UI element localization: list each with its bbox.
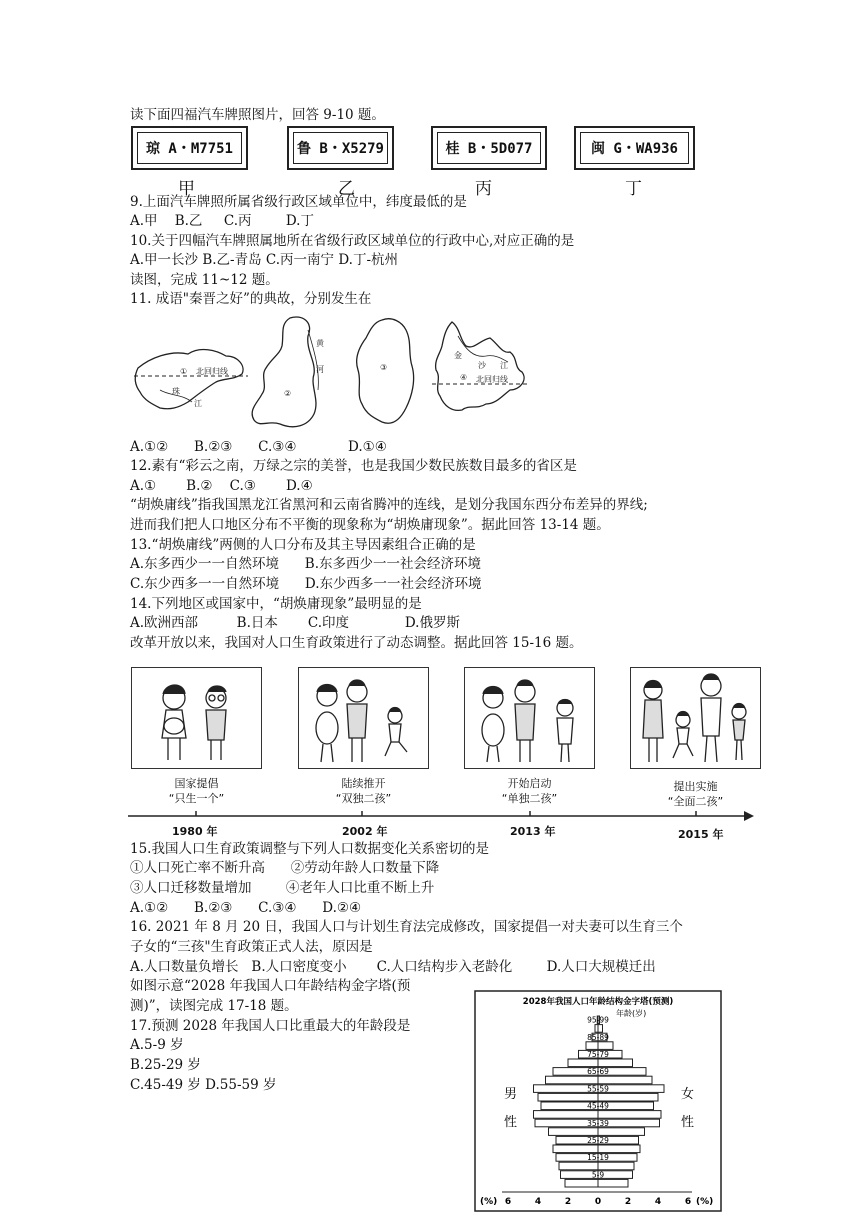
age-label-25-29: 25-29 (587, 1136, 609, 1145)
intro-map: 读图，完成 11~12 题。 (130, 272, 279, 288)
question-13-ab: A.东多西少一一自然环境 B.东多西少一一社会经济环境 (130, 556, 481, 572)
plate-bing (431, 126, 547, 170)
hu-intro-1: “胡焕庸线”指我国黑龙江省黑河和云南省腾冲的连线，是划分我国东西分布差异的界线; (130, 497, 648, 513)
policy-intro: 改革开放以来，我国对人口生育政策进行了动态调整。据此回答 15-16 题。 (130, 635, 583, 651)
province-maps (130, 310, 540, 436)
plate-text: 鲁 B・X5279 (293, 132, 388, 164)
question-16-options: A.人口数量负增长 B.人口密度变小 C.人口结构步入老龄化 D.人口大规模迁出 (130, 959, 656, 975)
intro-plates: 读下面四福汽车牌照图片，回答 9-10 题。 (130, 107, 385, 123)
map-outline (252, 317, 316, 427)
age-label-45-49: 45-49 (587, 1101, 609, 1111)
timeline-axis (128, 808, 758, 824)
river-label: 江 (500, 361, 508, 370)
female-bar-80-84 (598, 1042, 613, 1050)
question-17-cd: C.45-49 岁 D.55-59 岁 (130, 1077, 277, 1093)
axis-tick: 0 (594, 1197, 602, 1207)
axis-tick: 4 (534, 1197, 542, 1207)
male-bar-60-64 (546, 1076, 599, 1084)
pyramid-intro-2: 测)”，读图完成 17-18 题。 (130, 998, 298, 1014)
plate-text: 桂 B・5D077 (437, 132, 541, 164)
question-11: 11. 成语"秦晋之好”的典故，分别发生在 (130, 291, 372, 307)
age-label-85-89: 85-89 (587, 1032, 609, 1042)
plate-label: 丙 (475, 179, 492, 199)
hu-intro-2: 进而我们把人口地区分布不平衡的现象称为“胡焕庸现象”。据此回答 13-14 题。 (130, 517, 610, 533)
river-label: 金 (454, 351, 462, 360)
circle-4: ④ (460, 373, 468, 382)
male-label-1: 男 (504, 1087, 518, 1102)
female-bar-90-94 (598, 1025, 603, 1033)
male-label-2: 性 (504, 1115, 518, 1130)
question-11-options: A.①② B.②③ C.③④ D.①④ (130, 439, 387, 455)
question-12-options: A.① B.② C.③ D.④ (130, 478, 313, 494)
pyramid-intro-1: 如图示意“2028 年我国人口年龄结构金字塔(预 (130, 978, 411, 994)
question-16-a: 16. 2021 年 8 月 20 日，我国人口与计划生育法完成修改，国家提倡一对夫妻可以生育三个 (130, 919, 683, 935)
river-label: 黄 (316, 339, 324, 348)
year-label: 2002 年 (342, 825, 388, 838)
policy-panel-1980 (131, 667, 262, 769)
plate-yi (287, 126, 394, 170)
policy-caption-2: “只生一个” (168, 792, 225, 805)
year-label: 2015 年 (678, 828, 724, 841)
policy-panel-2015 (630, 667, 761, 769)
question-15-options: A.①② B.②③ C.③④ D.②④ (130, 900, 362, 916)
tropic-label: 北回归线 (196, 367, 228, 376)
river-label: 河 (316, 365, 324, 374)
female-bar-50-54 (598, 1093, 658, 1101)
question-15-options-34: ③人口迁移数量增加 ④老年人口比重不断上升 (130, 880, 435, 896)
pyramid-age-unit: 年龄(岁) (616, 1009, 647, 1018)
pyramid-title: 2028年我国人口年龄结构金字塔(预测) (522, 997, 674, 1007)
family-illustration (631, 668, 759, 767)
axis-tick: 6 (684, 1197, 692, 1207)
plate-label: 乙 (338, 179, 355, 199)
age-label-95-99: 95-99 (587, 1015, 609, 1025)
policy-panel-2013 (464, 667, 595, 769)
female-label-1: 女 (681, 1087, 695, 1102)
plate-text: 琼 A・M7751 (137, 132, 242, 164)
population-pyramid (474, 990, 722, 1212)
axis-unit-right: (%) (696, 1197, 714, 1207)
family-illustration (299, 668, 427, 767)
age-label-75-79: 75-79 (587, 1050, 609, 1059)
question-14: 14.下列地区或国家中，“胡焕庸现象”最明显的是 (130, 596, 422, 612)
question-13-cd: C.东少西多一一自然环境 D.东少西多一一社会经济环境 (130, 576, 482, 592)
question-9-options: A.甲 B.乙 C.丙 D.丁 (130, 213, 314, 229)
policy-caption-1: 陆续推开 (341, 777, 386, 790)
question-15-options-12: ①人口死亡率不断升高 ②劳动年龄人口数量下降 (130, 860, 440, 876)
male-bar-20-24 (553, 1145, 598, 1153)
plate-ding (574, 126, 695, 170)
year-label: 2013 年 (510, 825, 556, 838)
policy-caption (464, 776, 595, 806)
year-label: 1980 年 (172, 825, 218, 838)
plate-label: 丁 (625, 179, 642, 199)
family-illustration (132, 668, 260, 767)
age-label-35-39: 35-39 (587, 1118, 609, 1128)
river-label: 江 (194, 399, 202, 408)
age-label-55-59: 55-59 (587, 1084, 609, 1094)
axis-tick: 2 (564, 1197, 572, 1207)
question-10-options: A.甲一长沙 B.乙-青岛 C.丙一南宁 D.丁-杭州 (130, 252, 399, 268)
male-bar-50-54 (538, 1093, 598, 1101)
question-17-b: B.25-29 岁 (130, 1057, 201, 1073)
policy-caption-1: 国家提倡 (174, 777, 219, 790)
policy-caption-2: “双独二孩” (335, 792, 392, 805)
river-label: 珠 (172, 387, 180, 396)
axis-tick: 4 (654, 1197, 662, 1207)
female-bar-0-4 (598, 1179, 628, 1187)
age-label-5-9: 5-9 (591, 1170, 605, 1180)
axis-tick: 6 (504, 1197, 512, 1207)
question-9: 9.上面汽车牌照所属省级行政区域单位中，纬度最低的是 (130, 194, 467, 210)
age-label-65-69: 65-69 (587, 1067, 609, 1077)
female-bar-60-64 (598, 1076, 652, 1084)
policy-caption (298, 776, 429, 806)
male-bar-80-84 (586, 1042, 598, 1050)
female-bar-30-34 (598, 1128, 645, 1136)
circle-2: ② (284, 389, 292, 398)
question-14-options: A.欧洲西部 B.日本 C.印度 D.俄罗斯 (130, 615, 460, 631)
female-label-2: 性 (681, 1115, 695, 1130)
question-13: 13.“胡焕庸线”两侧的人口分布及其主导因素组合正确的是 (130, 537, 476, 553)
question-15: 15.我国人口生育政策调整与下列人口数据变化关系密切的是 (130, 841, 489, 857)
policy-panel-2002 (298, 667, 429, 769)
male-bar-10-14 (559, 1162, 598, 1170)
policy-caption-2: “单独二孩” (501, 792, 558, 805)
circle-1: ① (180, 367, 188, 376)
female-bar-40-44 (598, 1111, 661, 1119)
female-bar-70-74 (598, 1059, 633, 1067)
policy-caption-1: 提出实施 (673, 780, 718, 793)
question-12: 12.素有“彩云之南，万绿之宗的美誉，也是我国少数民族数目最多的省区是 (130, 458, 577, 474)
plate-text: 闽 G・WA936 (580, 132, 689, 164)
male-bar-30-34 (549, 1128, 599, 1136)
plate-label: 甲 (178, 179, 195, 199)
policy-caption (131, 776, 262, 806)
question-10: 10.关于四幅汽车牌照属地所在省级行政区域单位的行政中心,对应正确的是 (130, 233, 575, 249)
policy-caption (630, 779, 761, 809)
question-17-a: A.5-9 岁 (130, 1037, 184, 1053)
circle-3: ③ (380, 363, 388, 372)
family-illustration (465, 668, 593, 767)
question-17: 17.预测 2028 年我国人口比重最大的年龄段是 (130, 1018, 411, 1034)
male-bar-40-44 (534, 1111, 599, 1119)
question-16-b: 子女的“三孩"生育政策正式人法，原因是 (130, 939, 373, 955)
tropic-label: 北回归线 (476, 375, 508, 384)
plate-jia (131, 126, 248, 170)
river-label: 沙 (478, 361, 486, 370)
male-bar-70-74 (568, 1059, 598, 1067)
age-label-15-19: 15-19 (587, 1153, 609, 1163)
female-bar-10-14 (598, 1162, 634, 1170)
policy-caption-1: 开始启动 (507, 777, 552, 790)
policy-caption-2: “全面二孩” (667, 795, 724, 808)
female-bar-20-24 (598, 1145, 640, 1153)
axis-tick: 2 (624, 1197, 632, 1207)
male-bar-0-4 (565, 1179, 598, 1187)
axis-unit-left: (%) (480, 1197, 498, 1207)
